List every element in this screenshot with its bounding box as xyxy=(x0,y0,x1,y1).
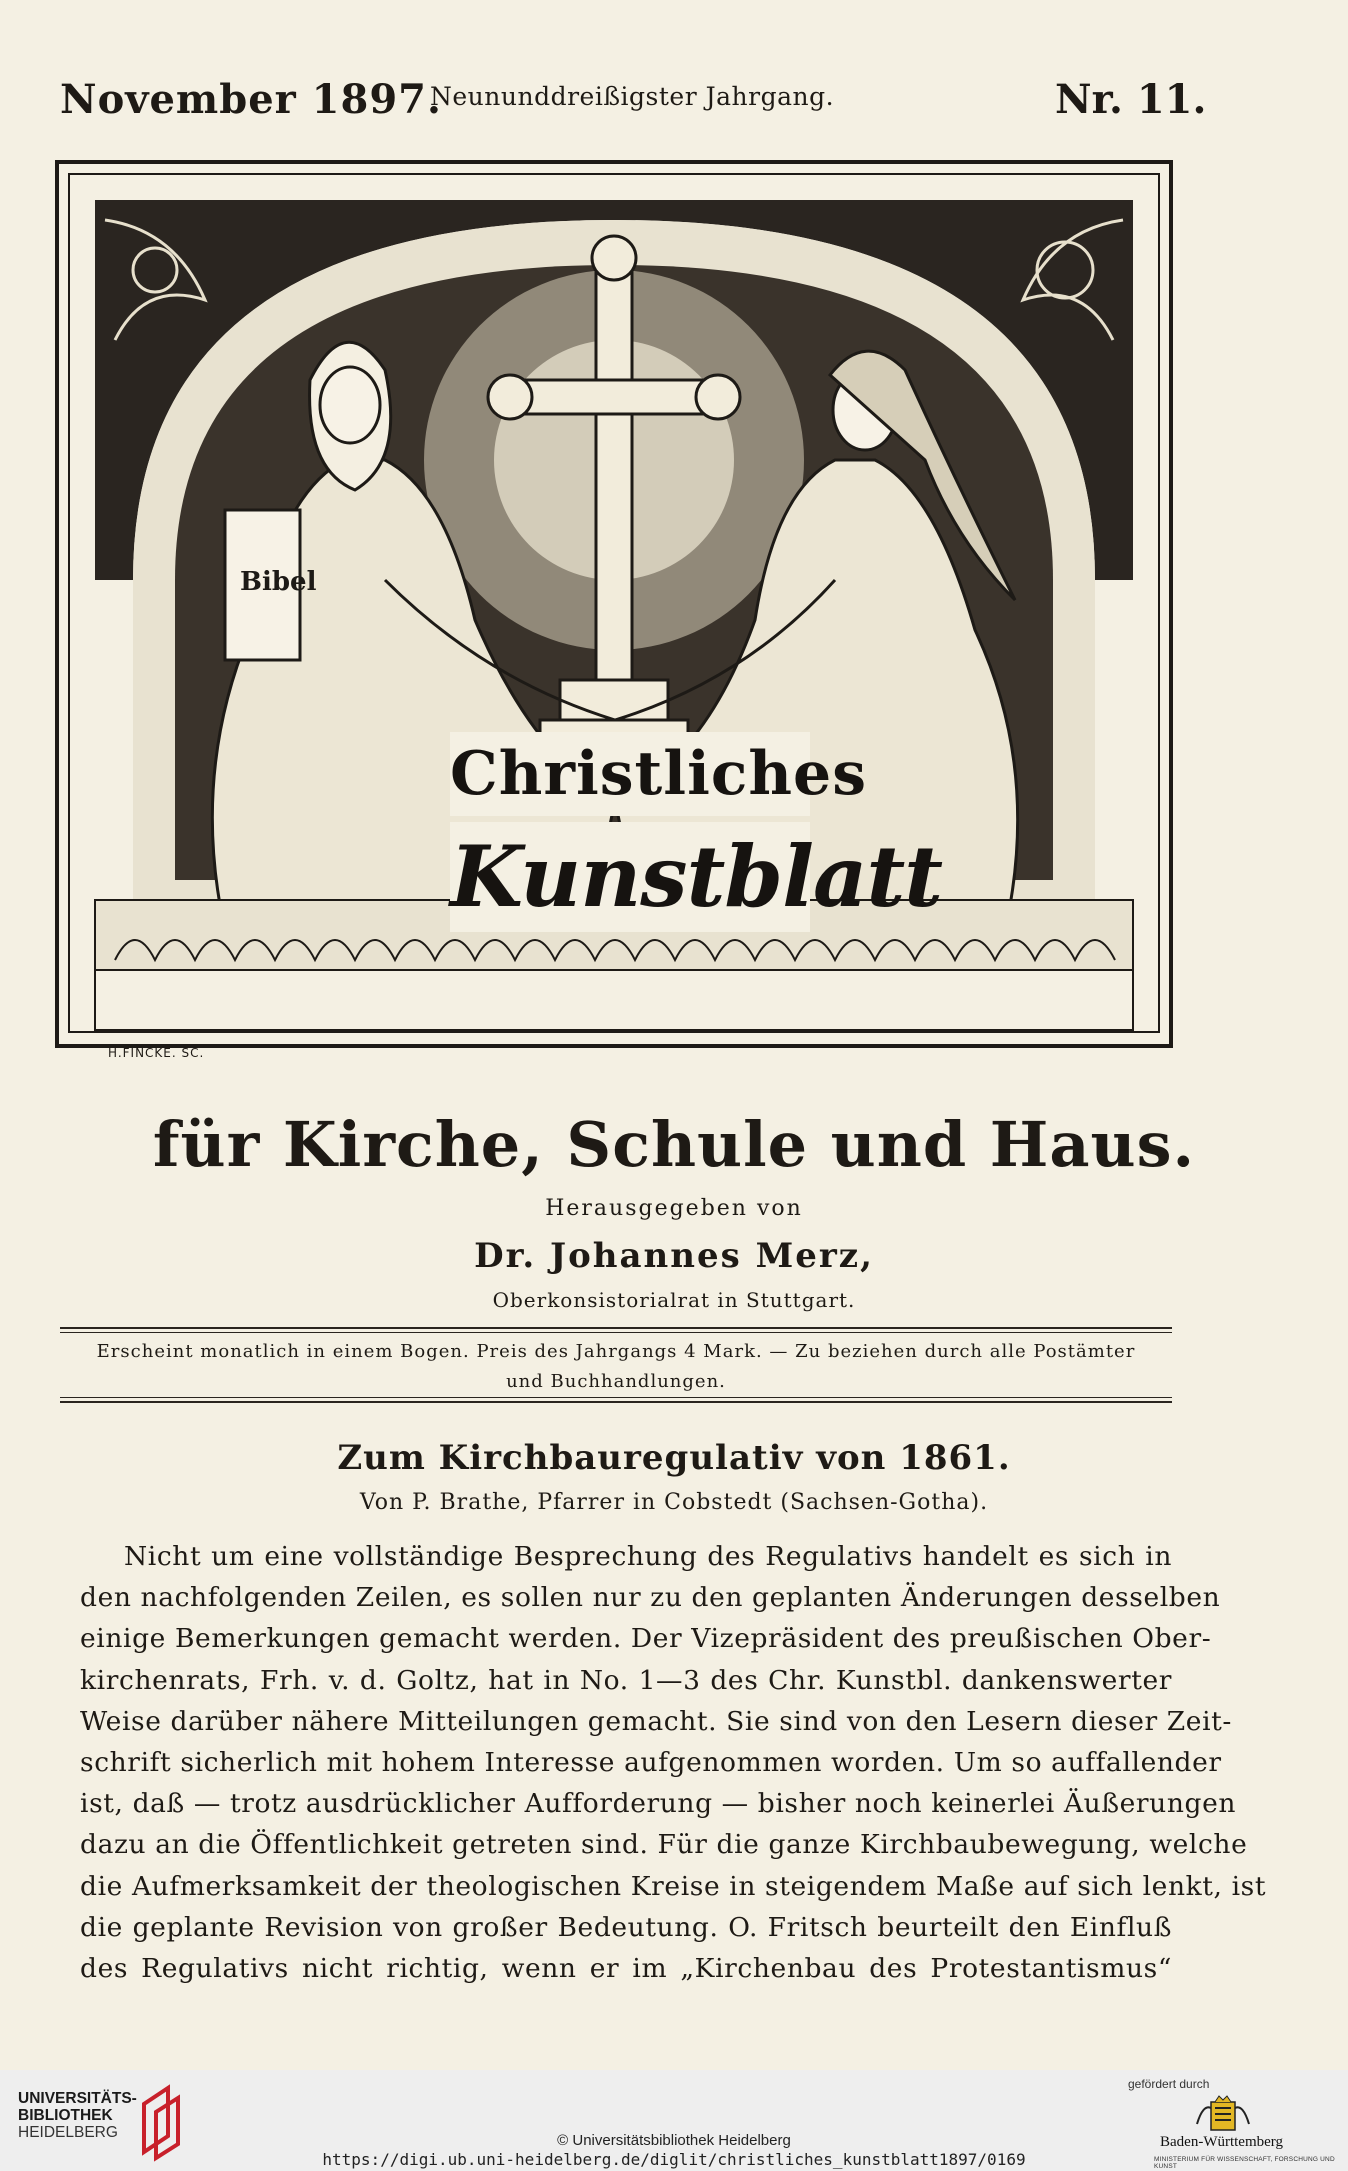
library-logo-line1: UNIVERSITÄTS- xyxy=(18,2090,137,2107)
sponsor-ministry: MINISTERIUM FÜR WISSENSCHAFT, FORSCHUNG UND KUNST xyxy=(1154,2156,1335,2170)
library-logo-line3: HEIDELBERG xyxy=(18,2124,118,2141)
article-byline: Von P. Brathe, Pfarrer in Cobstedt (Sachsen-Gotha). xyxy=(359,1490,989,1515)
publication-info-line2: und Buchhandlungen. xyxy=(506,1371,726,1392)
library-logo-line2: BIBLIOTHEK xyxy=(18,2107,113,2124)
divider-top xyxy=(60,1327,1172,1329)
permalink-url[interactable]: https://digi.ub.uni-heidelberg.de/diglit/christliches_kunstblatt1897/0169 xyxy=(322,2150,1026,2169)
bible-label: Bibel xyxy=(240,567,317,597)
article-title: Zum Kirchbauregulativ von 1861. xyxy=(337,1438,1011,1478)
publication-info xyxy=(60,1337,1172,1397)
body-line: dazu an die Öffentlichkeit getreten sind. Für die ganze Kirchbaubewegung, welche xyxy=(80,1829,1248,1861)
journal-subtitle: für Kirche, Schule und Haus. xyxy=(152,1108,1196,1181)
body-line: Weise darüber nähere Mitteilungen gemacht. Sie sind von den Lesern dieser Zeit- xyxy=(80,1705,1232,1737)
body-line: die geplante Revision von großer Bedeutung. O. Fritsch beurteilt den Einfluß xyxy=(80,1911,1172,1943)
divider-bottom-thin xyxy=(60,1397,1172,1398)
sponsor-name: Baden-Württemberg xyxy=(1160,2134,1284,2150)
body-line: des Regulativs nicht richtig, wenn er im „Kirchenbau des Protestantismus“ xyxy=(80,1953,1172,1985)
divider-top-thin xyxy=(60,1332,1172,1333)
issue-number: Nr. 11. xyxy=(1055,76,1207,123)
body-line: Nicht um eine vollständige Besprechung des Regulativs handelt es sich in xyxy=(124,1541,1172,1572)
sponsor-label: gefördert durch xyxy=(1128,2077,1210,2091)
publication-info-line1: Erscheint monatlich in einem Bogen. Preis des Jahrgangs 4 Mark. — Zu beziehen durch alle Postämter xyxy=(96,1341,1136,1362)
body-line: die Aufmerksamkeit der theologischen Kreise in steigendem Maße auf sich lenkt, ist xyxy=(80,1870,1267,1902)
engraver-signature: H.FINCKE. SC. xyxy=(108,1046,205,1060)
masthead-title-line1: Christliches xyxy=(450,732,810,816)
issue-month: November 1897. xyxy=(60,76,442,123)
volume-label: Neununddreißigster Jahrgang. xyxy=(430,82,835,111)
editor-title: Oberkonsistorialrat in Stuttgart. xyxy=(492,1288,856,1312)
body-line: einige Bemerkungen gemacht werden. Der Vizepräsident des preußischen Ober- xyxy=(80,1623,1212,1655)
publisher-intro: Herausgegeben von xyxy=(545,1196,803,1221)
state-crest-icon xyxy=(1193,2094,1253,2134)
masthead-title-line2: Kunstblatt xyxy=(450,822,810,932)
body-line: kirchenrats, Frh. v. d. Goltz, hat in No. 1—3 des Chr. Kunstbl. dankenswerter xyxy=(80,1664,1172,1696)
copyright-notice: © Universitätsbibliothek Heidelberg xyxy=(557,2132,791,2149)
body-line: ist, daß — trotz ausdrücklicher Aufforderung — bisher noch keinerlei Äußerungen xyxy=(80,1788,1237,1820)
divider-bottom xyxy=(60,1401,1172,1403)
body-line: schrift sicherlich mit hohem Interesse aufgenommen worden. Um so auffallender xyxy=(80,1747,1222,1779)
article-body xyxy=(80,1536,1267,1989)
editor-name: Dr. Johannes Merz, xyxy=(474,1236,874,1276)
body-line: den nachfolgenden Zeilen, es sollen nur zu den geplanten Änderungen desselben xyxy=(80,1582,1221,1614)
